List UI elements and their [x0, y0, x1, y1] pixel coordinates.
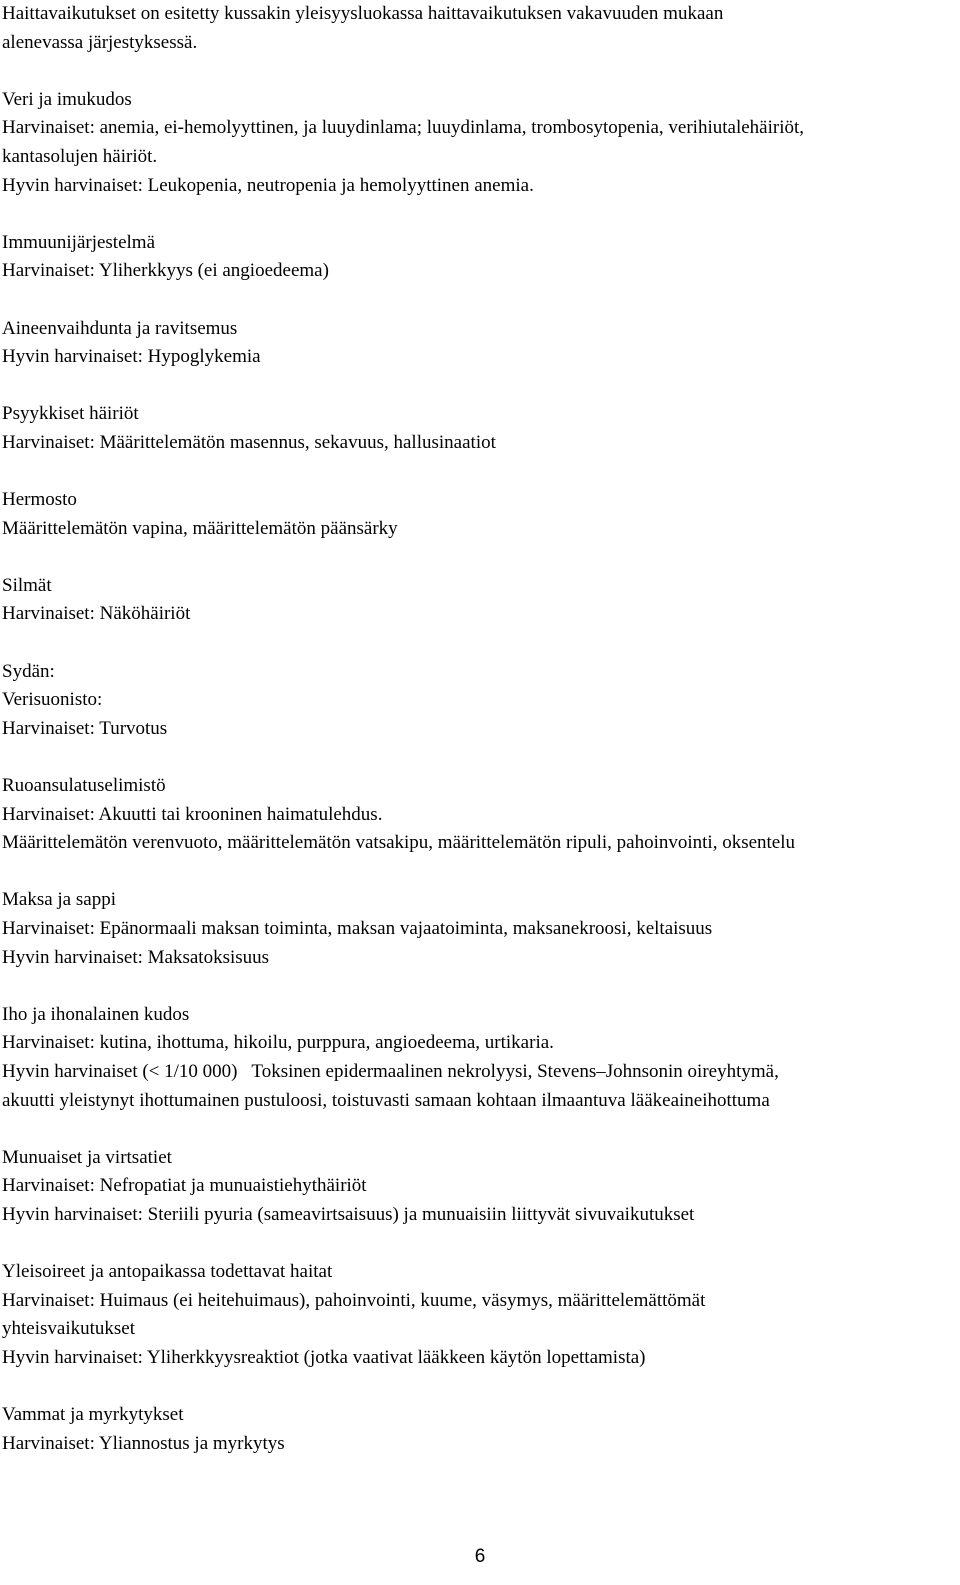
paragraph-gap [2, 629, 952, 658]
section-hepatobiliary [2, 886, 952, 972]
section-line: Verisuonisto: [2, 689, 103, 711]
section-cardiac [2, 658, 952, 744]
section-heading: Hermosto [2, 489, 77, 511]
section-heading: Psyykkiset häiriöt [2, 403, 139, 425]
section-metabolism [2, 315, 952, 372]
section-line: Harvinaiset: anemia, ei-hemolyyttinen, ja luuydinlama; luuydinlama, trombosytopenia, verihiutalehäiriöt, [2, 117, 805, 139]
section-line: Harvinaiset: Huimaus (ei heitehuimaus), pahoinvointi, kuume, väsymys, määrittelemättömät [2, 1289, 706, 1311]
section-line: Harvinaiset: kutina, ihottuma, hikoilu, purppura, angioedeema, urtikaria. [2, 1032, 554, 1054]
paragraph-gap [2, 543, 952, 572]
section-heading: Ruoansulatuselimistö [2, 775, 166, 797]
paragraph-gap [2, 372, 952, 401]
section-line: Harvinaiset: Akuutti tai krooninen haimatulehdus. [2, 803, 383, 825]
section-line: akuutti yleistynyt ihottumainen pustuloosi, toistuvasti samaan kohtaan ilmaantuva lääkeaineihottuma [2, 1089, 770, 1111]
paragraph-gap [2, 458, 952, 487]
paragraph-gap [2, 743, 952, 772]
section-line: Harvinaiset: Turvotus [2, 717, 168, 739]
paragraph-gap [2, 200, 952, 229]
section-heading: Iho ja ihonalainen kudos [2, 1003, 190, 1025]
section-injury [2, 1401, 952, 1458]
section-line: Harvinaiset: Nefropatiat ja munuaistiehythäiriöt [2, 1175, 367, 1197]
section-heading: Veri ja imukudos [2, 88, 132, 110]
section-line: Hyvin harvinaiset (< 1/10 000) Toksinen epidermaalinen nekrolyysi, Stevens–Johnsonin oireyhtymä, [2, 1060, 779, 1082]
section-psychiatric [2, 400, 952, 457]
intro-line: alenevassa järjestyksessä. [2, 31, 198, 53]
section-line: Harvinaiset: Yliherkkyys (ei angioedeema) [2, 260, 329, 282]
section-line: Hyvin harvinaiset: Leukopenia, neutropenia ja hemolyyttinen anemia. [2, 174, 534, 196]
page-number: 6 [474, 1546, 486, 1567]
section-blood [2, 86, 952, 200]
paragraph-gap [2, 972, 952, 1001]
paragraph-gap [2, 1373, 952, 1402]
section-heading: Silmät [2, 574, 52, 596]
section-heading: Vammat ja myrkytykset [2, 1404, 184, 1426]
section-renal [2, 1144, 952, 1230]
section-heading: Sydän: [2, 660, 55, 682]
section-heading: Yleisoireet ja antopaikassa todettavat haitat [2, 1261, 333, 1283]
section-line: Hyvin harvinaiset: Steriili pyuria (sameavirtsaisuus) ja munuaisiin liittyvät sivuvaikutukset [2, 1203, 695, 1225]
section-line: Harvinaiset: Näköhäiriöt [2, 603, 191, 625]
paragraph-gap [2, 1230, 952, 1259]
section-skin [2, 1001, 952, 1115]
section-heading: Munuaiset ja virtsatiet [2, 1146, 172, 1168]
section-line: Harvinaiset: Epänormaali maksan toiminta, maksan vajaatoiminta, maksanekroosi, keltaisuus [2, 918, 713, 939]
paragraph-gap [2, 1115, 952, 1144]
section-line: yhteisvaikutukset [2, 1318, 135, 1340]
section-line: Hyvin harvinaiset: Hypoglykemia [2, 346, 261, 368]
document-body [2, 0, 952, 1458]
section-nervous [2, 486, 952, 543]
section-line: Harvinaiset: Yliannostus ja myrkytys [2, 1432, 285, 1454]
section-heading: Aineenvaihdunta ja ravitsemus [2, 317, 238, 339]
intro-line: Haittavaikutukset on esitetty kussakin yleisyysluokassa haittavaikutuksen vakavuuden mukaan [2, 3, 724, 24]
paragraph-gap [2, 858, 952, 887]
section-general [2, 1258, 952, 1372]
section-gastrointestinal [2, 772, 952, 858]
section-heading: Maksa ja sappi [2, 889, 116, 911]
section-heading: Immuunijärjestelmä [2, 231, 156, 253]
section-line: Hyvin harvinaiset: Yliherkkyysreaktiot (jotka vaativat lääkkeen käytön lopettamista) [2, 1346, 646, 1368]
paragraph-gap [2, 57, 952, 86]
section-line: Harvinaiset: Määrittelemätön masennus, sekavuus, hallusinaatiot [2, 431, 496, 453]
section-line: Määrittelemätön verenvuoto, määrittelemätön vatsakipu, määrittelemätön ripuli, pahoinvointi, oksentelu [2, 832, 796, 854]
section-eyes [2, 572, 952, 629]
section-line: Hyvin harvinaiset: Maksatoksisuus [2, 946, 270, 968]
intro-paragraph [2, 0, 952, 57]
section-line: kantasolujen häiriöt. [2, 145, 158, 167]
paragraph-gap [2, 286, 952, 315]
section-immune [2, 229, 952, 286]
section-line: Määrittelemätön vapina, määrittelemätön päänsärky [2, 517, 398, 539]
